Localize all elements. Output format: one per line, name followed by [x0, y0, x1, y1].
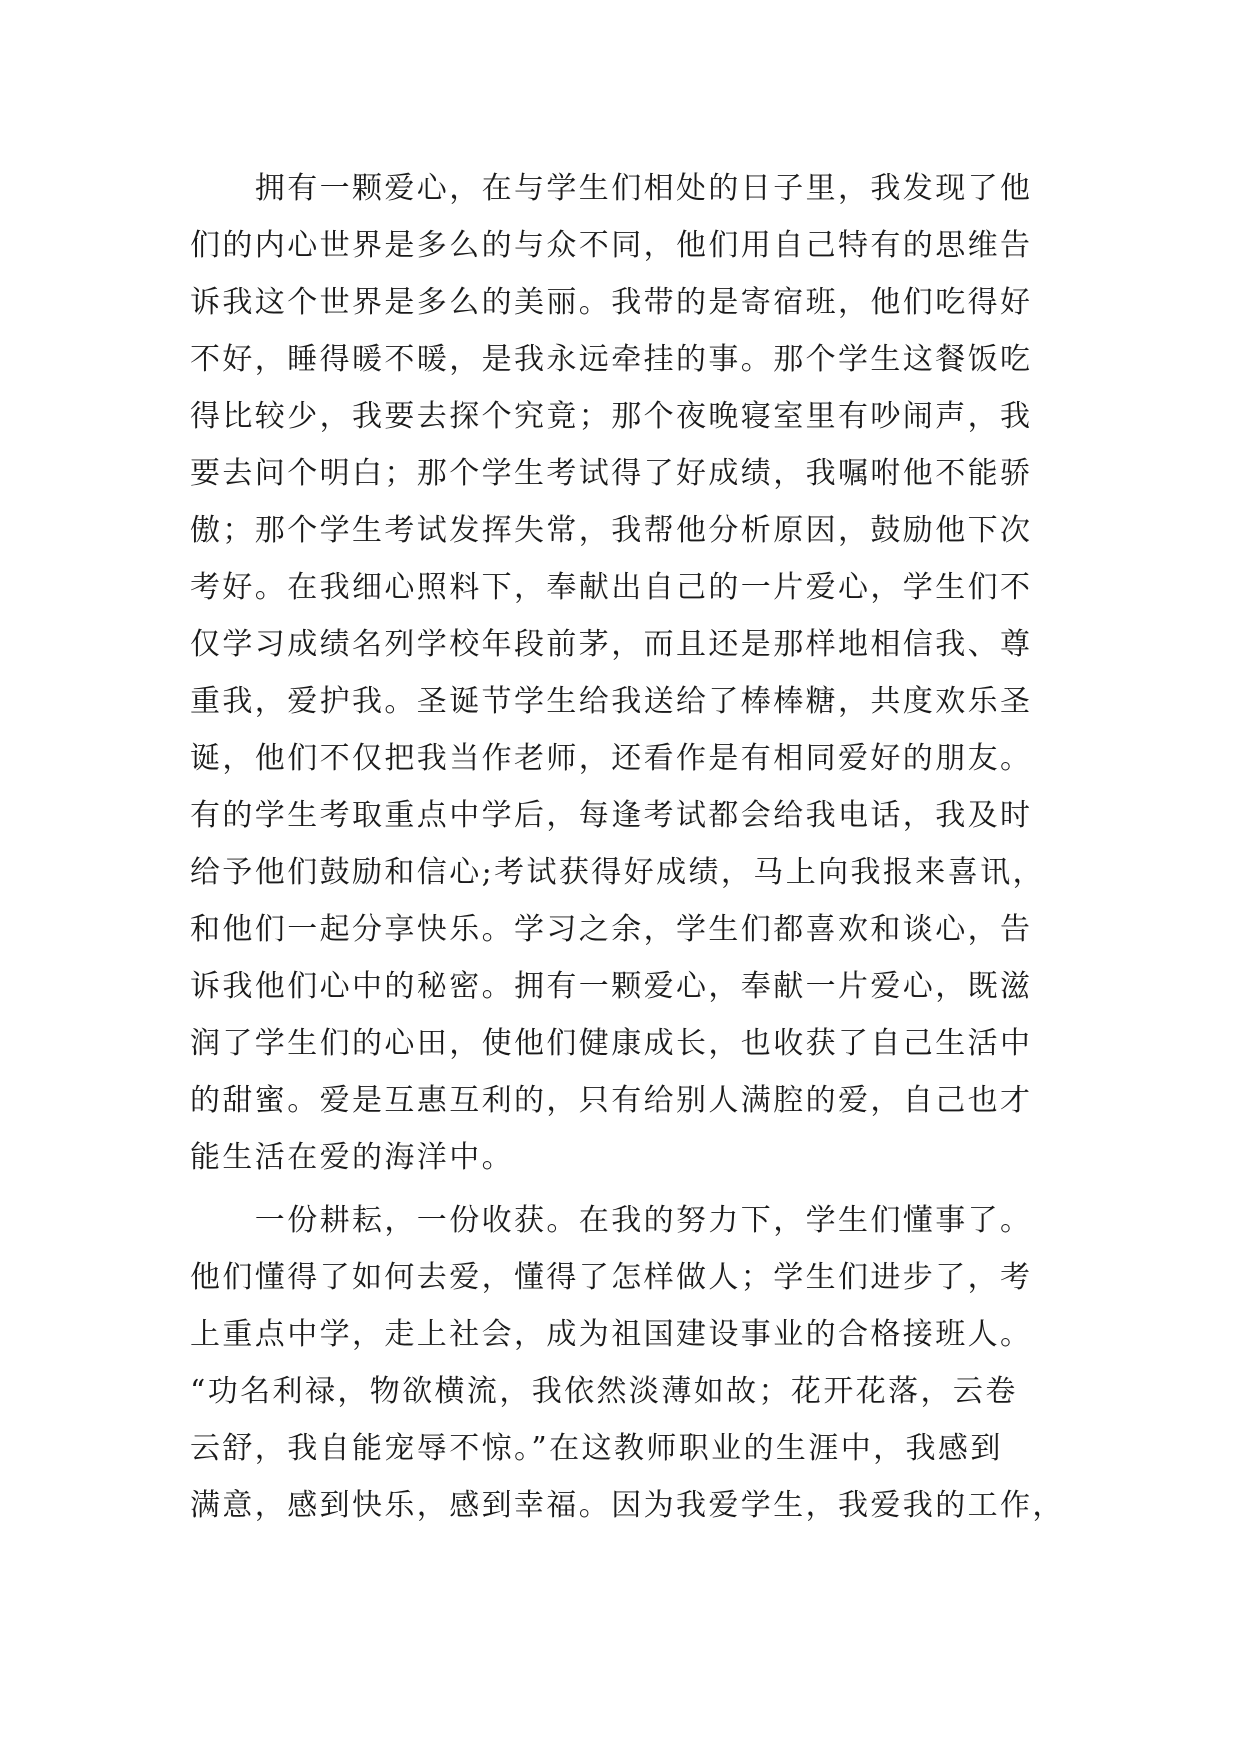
- text-line: 的甜蜜。爱是互惠互利的，只有给别人满腔的爱，自己也才: [190, 1083, 1033, 1118]
- text-line: 不好，睡得暖不暖，是我永远牵挂的事。那个学生这餐饭吃: [190, 342, 1033, 377]
- text-line: 诉我他们心中的秘密。拥有一颗爱心，奉献一片爱心，既滋: [190, 969, 1033, 1004]
- text-line: 仅学习成绩名列学校年段前茅，而且还是那样地相信我、尊: [190, 627, 1033, 662]
- text-line: “功名利禄，物欲横流，我依然淡薄如故；花开花落，云卷: [190, 1374, 1018, 1409]
- text-line: 拥有一颗爱心，在与学生们相处的日子里，我发现了他: [190, 171, 1033, 206]
- text-line: 诉我这个世界是多么的美丽。我带的是寄宿班，他们吃得好: [190, 285, 1033, 320]
- text-line: 给予他们鼓励和信心;考试获得好成绩，马上向我报来喜讯，: [190, 855, 1045, 890]
- text-line: 云舒，我自能宠辱不惊。”在这教师职业的生涯中，我感到: [190, 1431, 1003, 1466]
- text-line: 他们懂得了如何去爱，懂得了怎样做人；学生们进步了，考: [190, 1260, 1033, 1295]
- text-line: 诞，他们不仅把我当作老师，还看作是有相同爱好的朋友。: [190, 741, 1033, 776]
- body-text: [190, 160, 1070, 1534]
- text-line: 一份耕耘，一份收获。在我的努力下，学生们懂事了。: [190, 1203, 1033, 1238]
- text-line: 要去问个明白；那个学生考试得了好成绩，我嘱咐他不能骄: [190, 456, 1033, 491]
- text-line: 得比较少，我要去探个究竟；那个夜晚寝室里有吵闹声，我: [190, 399, 1033, 434]
- text-line: 有的学生考取重点中学后，每逢考试都会给我电话，我及时: [190, 798, 1033, 833]
- text-line: 满意，感到快乐，感到幸福。因为我爱学生，我爱我的工作，: [190, 1488, 1065, 1523]
- text-line: 们的内心世界是多么的与众不同，他们用自己特有的思维告: [190, 228, 1033, 263]
- text-line: 润了学生们的心田，使他们健康成长，也收获了自己生活中: [190, 1026, 1033, 1061]
- text-line: 傲；那个学生考试发挥失常，我帮他分析原因，鼓励他下次: [190, 513, 1033, 548]
- text-line: 上重点中学，走上社会，成为祖国建设事业的合格接班人。: [190, 1317, 1033, 1352]
- text-line: 和他们一起分享快乐。学习之余，学生们都喜欢和谈心，告: [190, 912, 1033, 947]
- text-line: 能生活在爱的海洋中。: [190, 1140, 514, 1175]
- text-line: 考好。在我细心照料下，奉献出自己的一片爱心，学生们不: [190, 570, 1033, 605]
- text-line: 重我，爱护我。圣诞节学生给我送给了棒棒糖，共度欢乐圣: [190, 684, 1033, 719]
